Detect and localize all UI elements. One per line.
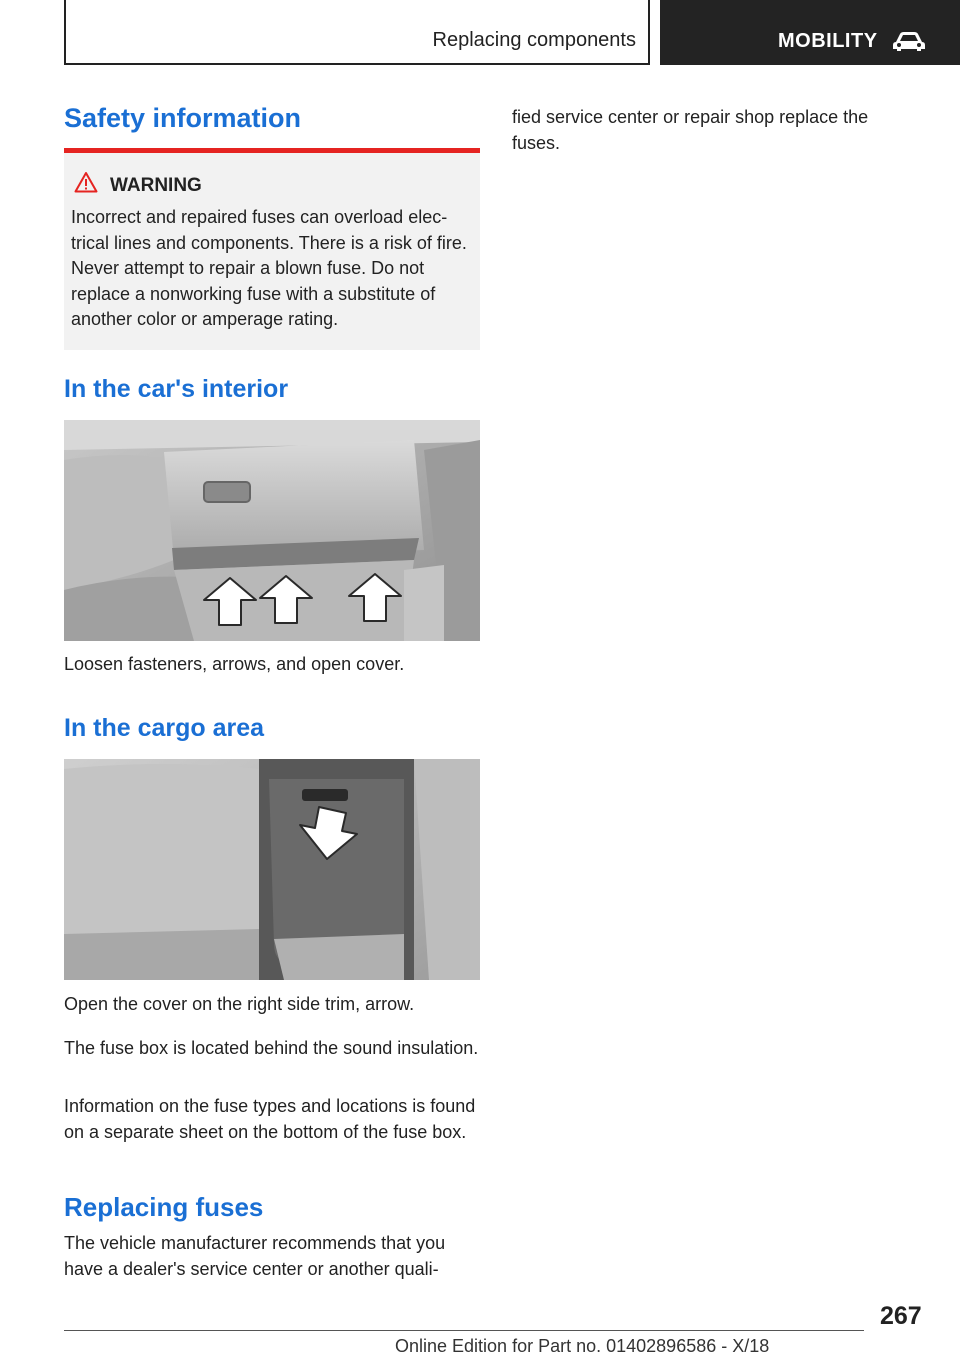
footer-edition: Online Edition for Part no. 01402896586 - X/18	[395, 1336, 770, 1356]
chapter-tab	[660, 0, 960, 65]
cargo-para-fusebox-location: The fuse box is located behind the sound insulation.	[64, 1038, 479, 1058]
cargo-photo	[64, 759, 480, 980]
cargo-caption: Open the cover on the right side trim, arrow.	[64, 994, 415, 1014]
cargo-heading: In the cargo area	[64, 714, 265, 742]
footer-divider	[64, 1330, 864, 1331]
warning-box	[64, 148, 480, 350]
replacing-heading: Replacing fuses	[64, 1192, 264, 1222]
cargo-para-fuse-info: Information on the fuse types and locations is found on a separate sheet on the bottom of the fuse box.	[64, 1096, 476, 1142]
chapter-label: MOBILITY	[778, 30, 878, 52]
glovebox-photo	[64, 420, 480, 641]
car-icon	[892, 30, 926, 52]
safety-heading: Safety information	[64, 103, 302, 133]
page-number: 267	[880, 1302, 922, 1330]
warning-text: Incorrect and repaired fuses can overload electrical lines and components. There is a risk of fire. Never attempt to repair a blown fuse. Do not replace a nonworking fuse with a substitute of another color or amperage rating.	[71, 207, 467, 329]
section-title: Replacing components	[432, 29, 636, 51]
warning-triangle-icon	[74, 171, 98, 193]
interior-heading: In the car's interior	[64, 375, 289, 403]
interior-caption: Loosen fasteners, arrows, and open cover.	[64, 654, 405, 674]
replacing-text-left: The vehicle manufacturer recommends that you have a dealer's service center or another quali-	[64, 1233, 446, 1279]
running-header-box	[64, 0, 650, 65]
replacing-text-right: fied service center or repair shop replace the fuses.	[512, 107, 869, 153]
warning-title: WARNING	[110, 175, 202, 196]
